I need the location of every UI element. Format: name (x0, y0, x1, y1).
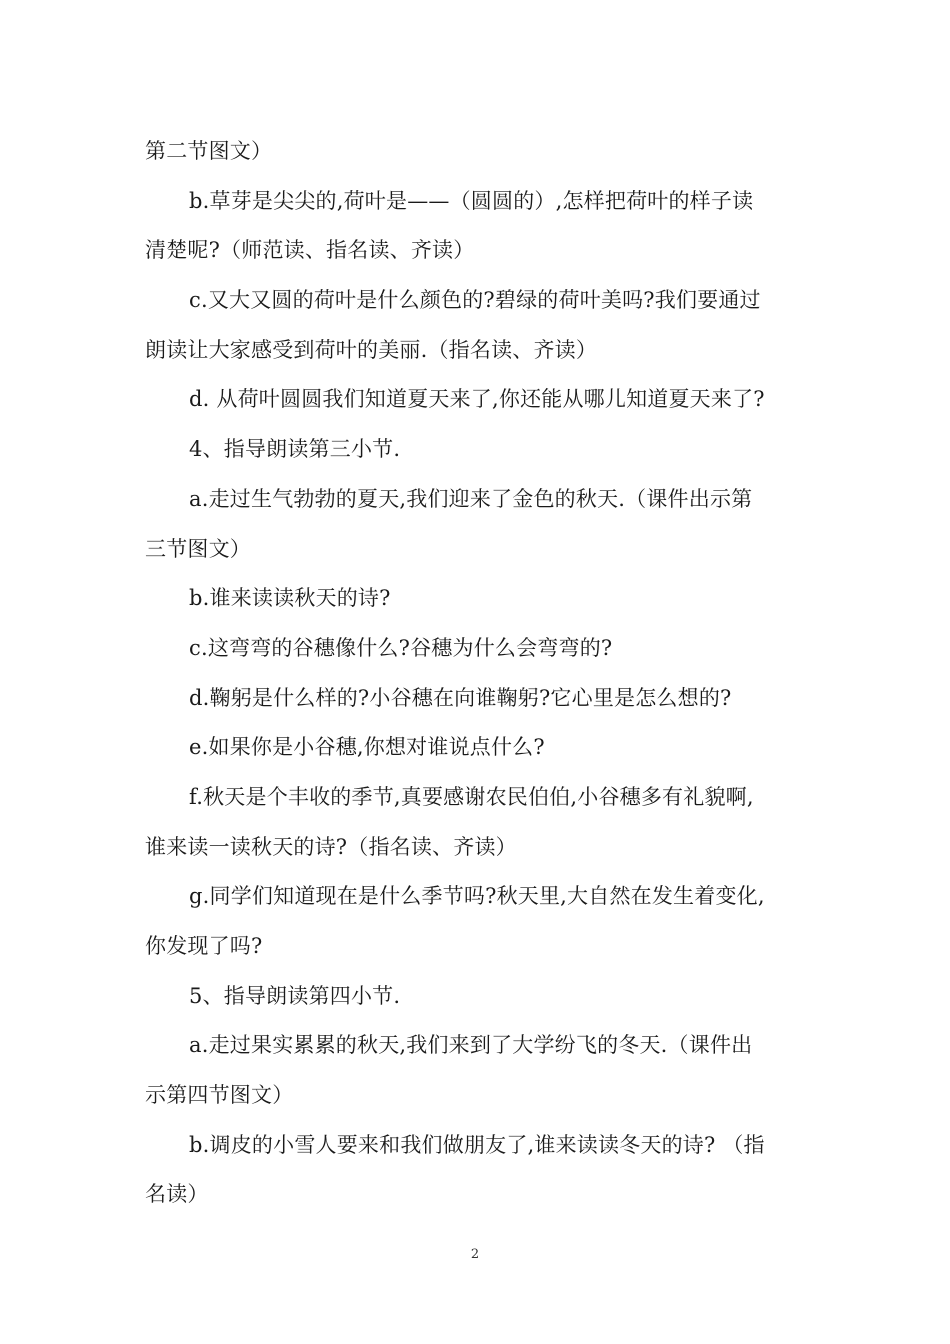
text-line: 清楚呢?（师范读、指名读、齐读） (145, 238, 475, 263)
text-line: a.走过生气勃勃的夏天,我们迎来了金色的秋天.（课件出示第 (189, 486, 753, 511)
text-line: b.草芽是尖尖的,荷叶是——（圆圆的）,怎样把荷叶的样子读 (189, 188, 754, 213)
text-line: 朗读让大家感受到荷叶的美丽.（指名读、齐读） (145, 337, 598, 362)
text-line: f.秋天是个丰收的季节,真要感谢农民伯伯,小谷穗多有礼貌啊, (189, 784, 754, 809)
text-line: 4、指导朗读第三小节. (189, 437, 401, 462)
text-line: 名读） (145, 1182, 209, 1207)
text-line: 谁来读一读秋天的诗?（指名读、齐读） (145, 834, 517, 859)
text-line: 三节图文） (145, 536, 251, 561)
text-line: 你发现了吗? (145, 934, 263, 958)
text-line: e.如果你是小谷穗,你想对谁说点什么? (189, 735, 545, 760)
page-number: 2 (470, 1247, 480, 1262)
text-line: 5、指导朗读第四小节. (189, 983, 401, 1008)
text-line: d.鞠躬是什么样的?小谷穗在向谁鞠躬?它心里是怎么想的? (189, 685, 732, 710)
text-line: a.走过果实累累的秋天,我们来到了大学纷飞的冬天.（课件出 (189, 1033, 753, 1058)
text-line: g.同学们知道现在是什么季节吗?秋天里,大自然在发生着变化, (189, 884, 765, 909)
text-line: d. 从荷叶圆圆我们知道夏天来了,你还能从哪儿知道夏天来了? (189, 387, 765, 412)
text-line: c.这弯弯的谷穗像什么?谷穗为什么会弯弯的? (189, 635, 613, 660)
text-line: b.调皮的小雪人要来和我们做朋友了,谁来读读冬天的诗? （指 (189, 1132, 765, 1157)
text-line: 第二节图文） (145, 139, 273, 163)
text-line: c.又大又圆的荷叶是什么颜色的?碧绿的荷叶美吗?我们要通过 (189, 288, 761, 313)
text-line: 示第四节图文） (145, 1083, 294, 1108)
text-line: b.谁来读读秋天的诗? (189, 586, 391, 611)
body-text (145, 127, 813, 1220)
